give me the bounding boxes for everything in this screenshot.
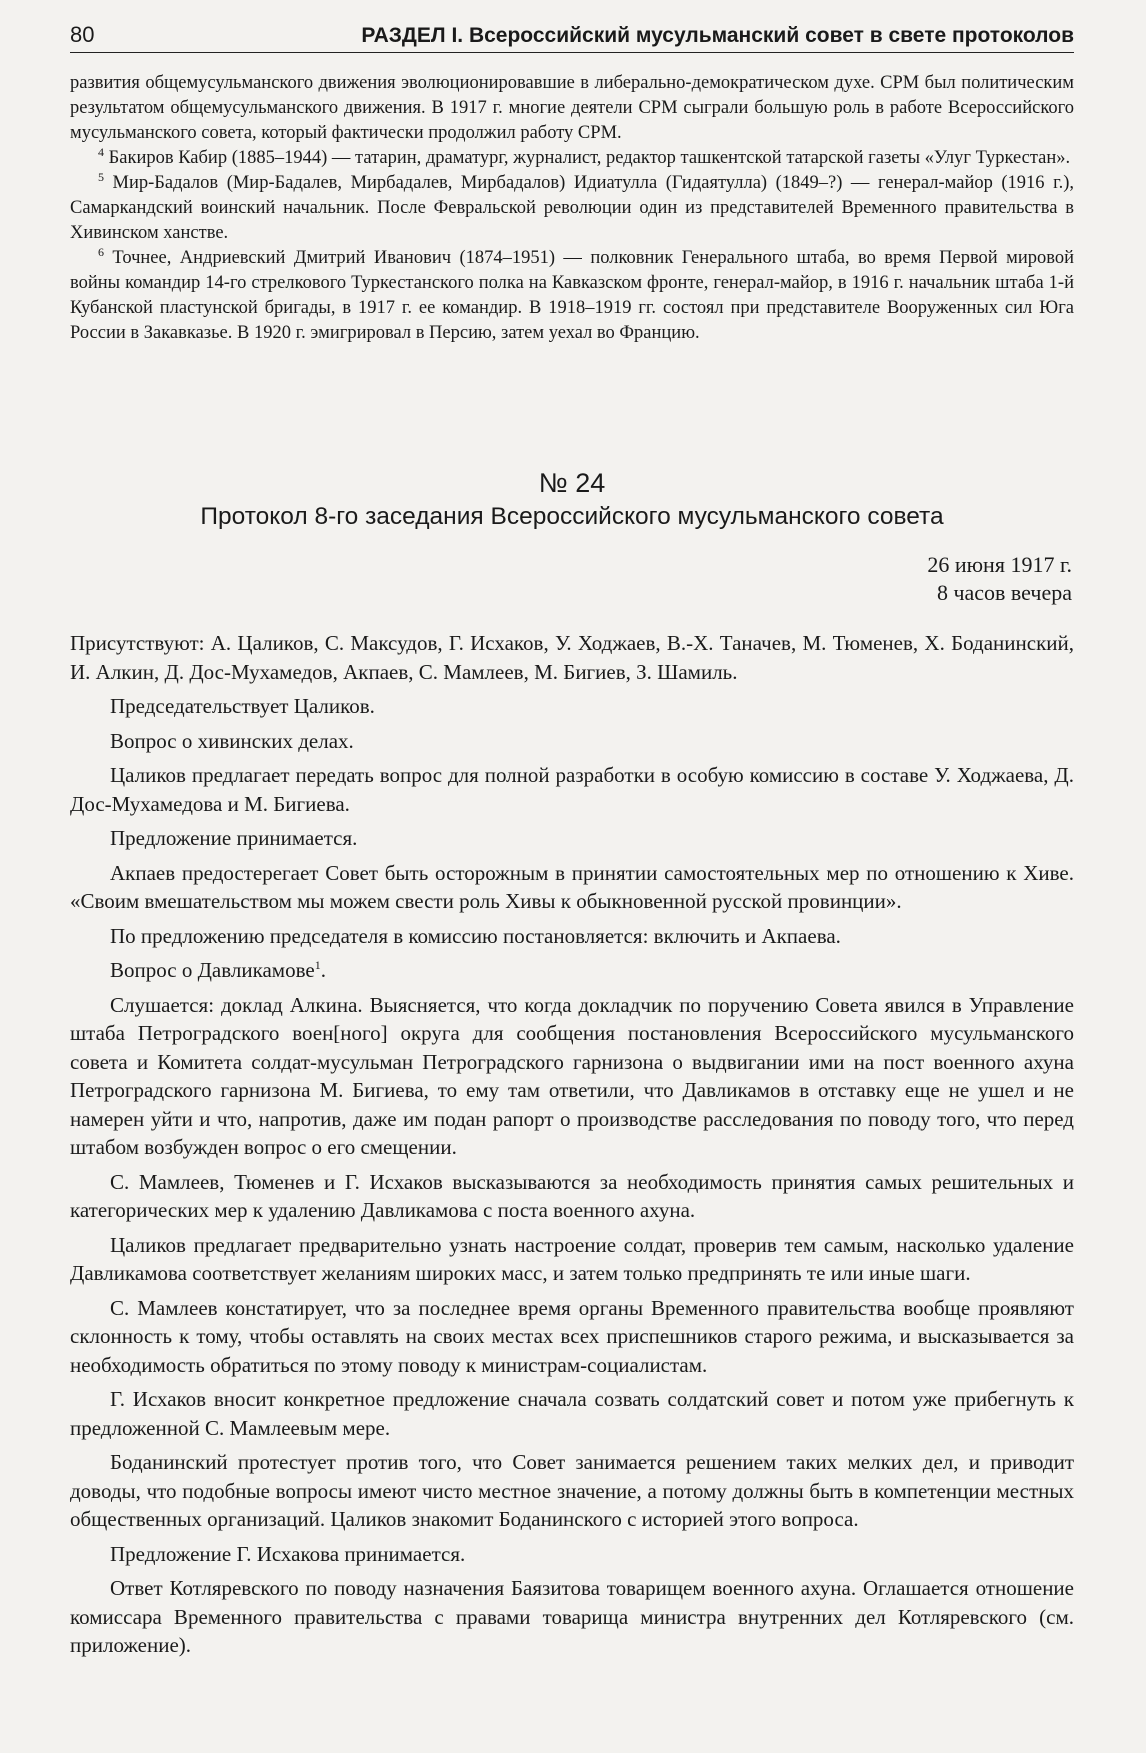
- paragraph-text: Вопрос о Давликамове: [110, 958, 315, 982]
- paragraph: Предложение принимается.: [110, 826, 358, 850]
- paragraph: С. Мамлеев, Тюменев и Г. Исхаков высказываются за необходимость принятия самых решительных и категорических мер к удалению Давликамова с поста военного ахуна.: [70, 1169, 1074, 1222]
- date-block: [70, 551, 1074, 607]
- footnote-4-mark: 4: [98, 144, 104, 159]
- paragraph: По предложению председателя в комиссию постановляется: включить и Акпаева.: [110, 923, 841, 948]
- document-time: 8 часов вечера: [936, 580, 1072, 605]
- paragraph: Цаликов предлагает предварительно узнать настроение солдат, проверив тем самым, насколько удаление Давликамова соответствует желаниям широких масс, и затем только предпринять те или иные шаги.: [70, 1232, 1074, 1285]
- paragraph: Слушается: доклад Алкина. Выясняется, что когда докладчик по поручению Совета явился в Управление штаба Петроградского воен[ного] округа для сообщения постановления Всероссийского мусульманского совета и Комитета солдат-мусульман Петроградского гарнизона о выдвигании ими на пост военного ахуна Петроградского гарнизона М. Бигиева, то ему там ответили, что Давликамов в отставку еще не ушел и не намерен уйти и что, напротив, даже им подан рапорт о производстве расследования по поводу того, что перед штабом возбужден вопрос о его смещении.: [70, 992, 1074, 1159]
- paragraph: Вопрос о хивинских делах.: [110, 728, 354, 753]
- protocol-body: [70, 629, 1074, 1660]
- paragraph-attendees: Присутствуют: А. Цаликов, С. Максудов, Г. Исхаков, У. Ходжаев, В.-Х. Таначев, М. Тюменев, Х. Боданинский, И. Алкин, Д. Дос-Мухамедов, Акпаев, С. Мамлеев, М. Бигиев, З. Шамиль.: [70, 631, 1074, 684]
- footnote-5: [70, 171, 1074, 246]
- running-title: РАЗДЕЛ I. Всероссийский мусульманский совет в свете протоколов: [361, 24, 1074, 47]
- footnote-4: [70, 146, 1074, 171]
- paragraph: Акпаев предостерегает Совет быть осторожным в принятии самостоятельных мер по отношению к Хиве. «Своим вмешательством мы можем свести роль Хивы к обыкновенной русской провинции».: [70, 860, 1074, 913]
- footnote-5-mark: 5: [98, 169, 104, 184]
- running-header: [70, 22, 1074, 53]
- document-number: № 24: [538, 468, 606, 498]
- footnote-4-text: Бакиров Кабир (1885–1944) — татарин, драматург, журналист, редактор ташкентской татарской газеты «Улуг Туркестан».: [108, 148, 1071, 168]
- paragraph: Боданинский протестует против того, что Совет занимается решением таких мелких дел, и приводит доводы, что подобные вопросы имеют чисто местное значение, а потому должны быть в компетенции местных общественных организаций. Цаликов знакомит Боданинского с историей этого вопроса.: [70, 1450, 1074, 1531]
- page-number: 80: [70, 22, 95, 47]
- paragraph-period: .: [320, 958, 326, 982]
- footnote-ref: 1: [314, 958, 321, 972]
- paragraph: Председательствует Цаликов.: [110, 694, 375, 718]
- document-date: 26 июня 1917 г.: [927, 552, 1072, 577]
- paragraph: Предложение Г. Исхакова принимается.: [110, 1541, 466, 1566]
- paragraph: Ответ Котляревского по поводу назначения Баязитова товарищем военного ахуна. Оглашается отношение комиссара Временного правительства с правами товарища министра внутренних дел Котляревского (см. приложение).: [70, 1576, 1074, 1657]
- paragraph: Цаликов предлагает передать вопрос для полной разработки в особую комиссию в составе У. Ходжаева, Д. Дос-Мухамедова и М. Бигиева.: [70, 763, 1074, 816]
- paragraph: Г. Исхаков вносит конкретное предложение сначала созвать солдатский совет и потом уже прибегнуть к предложенной С. Мамлеевым мере.: [70, 1387, 1074, 1440]
- document-title: Протокол 8-го заседания Всероссийского мусульманского совета: [200, 503, 944, 530]
- footnote-6-mark: 6: [98, 244, 104, 259]
- footnotes: [70, 71, 1074, 346]
- footnote-5-text: Мир-Бадалов (Мир-Бадалев, Мирбадалев, Мирбадалов) Идиатулла (Гидаятулла) (1849–?) — генерал-майор (1916 г.), Самаркандский воинский начальник. После Февральской революции один из представителей Временного правительства в Хивинском ханстве.: [70, 173, 1075, 243]
- paragraph: С. Мамлеев констатирует, что за последнее время органы Временного правительства вообще проявляют склонность к тому, чтобы оставлять на своих местах всех приспешников старого режима, и высказывается за необходимость обратиться по этому поводу к министрам-социалистам.: [70, 1295, 1074, 1377]
- footnote-6-text: Точнее, Андриевский Дмитрий Иванович (1874–1951) — полковник Генерального штаба, во время Первой мировой войны командир 14-го стрелкового Туркестанского полка на Кавказском фронте, генерал-майор, в 1916 г. начальник штаба 1-й Кубанской пластунской бригады, в 1917 г. ее командир. В 1918–1919 гг. состоял при представителе Вооруженных сил Юга России в Закавказье. В 1920 г. эмигрировал в Персию, затем уехал во Францию.: [70, 248, 1074, 343]
- footnote-3-continuation: развития общемусульманского движения эволюционировавшие в либерально-демократическом духе. СРМ был политическим результатом общемусульманского движения. В 1917 г. многие деятели СРМ сыграли большую роль в работе Всероссийского мусульманского совета, который фактически продолжил работу СРМ.: [70, 73, 1074, 143]
- footnote-6: [70, 246, 1074, 346]
- paragraph-davlikamov: [70, 956, 1074, 985]
